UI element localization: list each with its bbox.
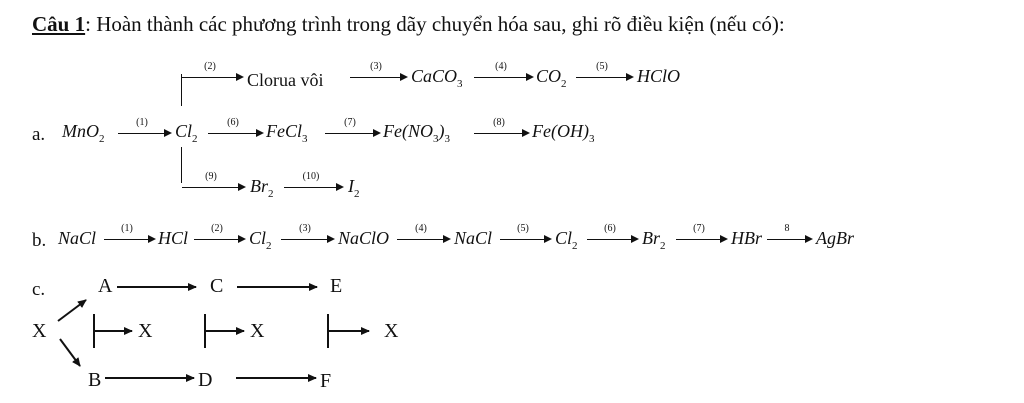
arrow-step-5: (5) bbox=[576, 66, 634, 78]
formula-feno3-3: $Fe(NO_3)_3$ bbox=[383, 121, 450, 145]
arrow-b-step-2: (2) bbox=[194, 228, 246, 240]
formula-hbr: HBr bbox=[731, 228, 762, 248]
arrow-b-step-6: (6) bbox=[587, 228, 639, 240]
arrow-x-to-a bbox=[58, 300, 86, 321]
part-a-label: a. bbox=[32, 124, 46, 145]
part-b-label: b. bbox=[32, 230, 47, 251]
formula-br2-b: $Br_2$ bbox=[642, 228, 666, 252]
arrow-step-7: (7) bbox=[325, 122, 381, 134]
node-x-2: X bbox=[250, 320, 265, 342]
formula-mno2: MnO$_2$ bbox=[62, 121, 105, 145]
formula-br2: $Br_2$ bbox=[250, 176, 274, 200]
arrow-step-4: (4) bbox=[474, 66, 534, 78]
formula-hclo: HClO bbox=[637, 66, 681, 86]
arrow-step-9: (9) bbox=[182, 176, 246, 188]
formula-i2: $I_2$ bbox=[348, 176, 360, 200]
node-b: B bbox=[88, 369, 102, 391]
formula-fecl3: FeCl$_3$ bbox=[266, 121, 308, 145]
arrow-x-to-b bbox=[60, 339, 80, 366]
arrow-b-step-7: (7) bbox=[676, 228, 728, 240]
formula-agbr: AgBr bbox=[816, 228, 854, 248]
formula-cl2: $Cl_2$ bbox=[175, 121, 198, 145]
formula-naclo: NaClO bbox=[338, 228, 390, 248]
node-x-start: X bbox=[32, 320, 47, 342]
formula-nacl-1: NaCl bbox=[58, 228, 97, 248]
arrow-step-8: (8) bbox=[474, 122, 530, 134]
formula-feoh3: $Fe(OH)_3$ bbox=[532, 121, 595, 145]
node-c: C bbox=[210, 275, 224, 297]
formula-cl2-b1: $Cl_2$ bbox=[249, 228, 272, 252]
arrow-b-step-1: (1) bbox=[104, 228, 156, 240]
arrow-step-1: (1) bbox=[118, 122, 172, 134]
arrow-step-2: (2) bbox=[182, 66, 244, 78]
arrow-step-6: (6) bbox=[208, 122, 264, 134]
node-x-1: X bbox=[138, 320, 153, 342]
node-x-3: X bbox=[384, 320, 399, 342]
arrow-b-step-8: 8 bbox=[767, 228, 813, 240]
formula-nacl-2: NaCl bbox=[454, 228, 493, 248]
node-a: A bbox=[98, 275, 113, 297]
arrow-step-3: (3) bbox=[350, 66, 408, 78]
arrow-b-step-3: (3) bbox=[281, 228, 335, 240]
arrow-b-step-4: (4) bbox=[397, 228, 451, 240]
question-number: Câu 1 bbox=[32, 12, 86, 36]
formula-caco3: CaCO$_3$ bbox=[411, 66, 463, 90]
formula-cl2-b2: $Cl_2$ bbox=[555, 228, 578, 252]
part-c-label: c. bbox=[32, 279, 46, 300]
node-e: E bbox=[330, 275, 343, 297]
question-text: : Hoàn thành các phương trình trong dãy chuyển hóa sau, ghi rõ điều kiện (nếu có): bbox=[85, 12, 785, 36]
node-d: D bbox=[198, 369, 213, 391]
clorua-voi: Clorua vôi bbox=[247, 70, 324, 90]
node-f: F bbox=[320, 370, 332, 392]
formula-co2: $CO_2$ bbox=[536, 66, 567, 90]
arrow-step-10: (10) bbox=[284, 176, 344, 188]
formula-hcl: HCl bbox=[158, 228, 189, 248]
arrow-b-step-5: (5) bbox=[500, 228, 552, 240]
